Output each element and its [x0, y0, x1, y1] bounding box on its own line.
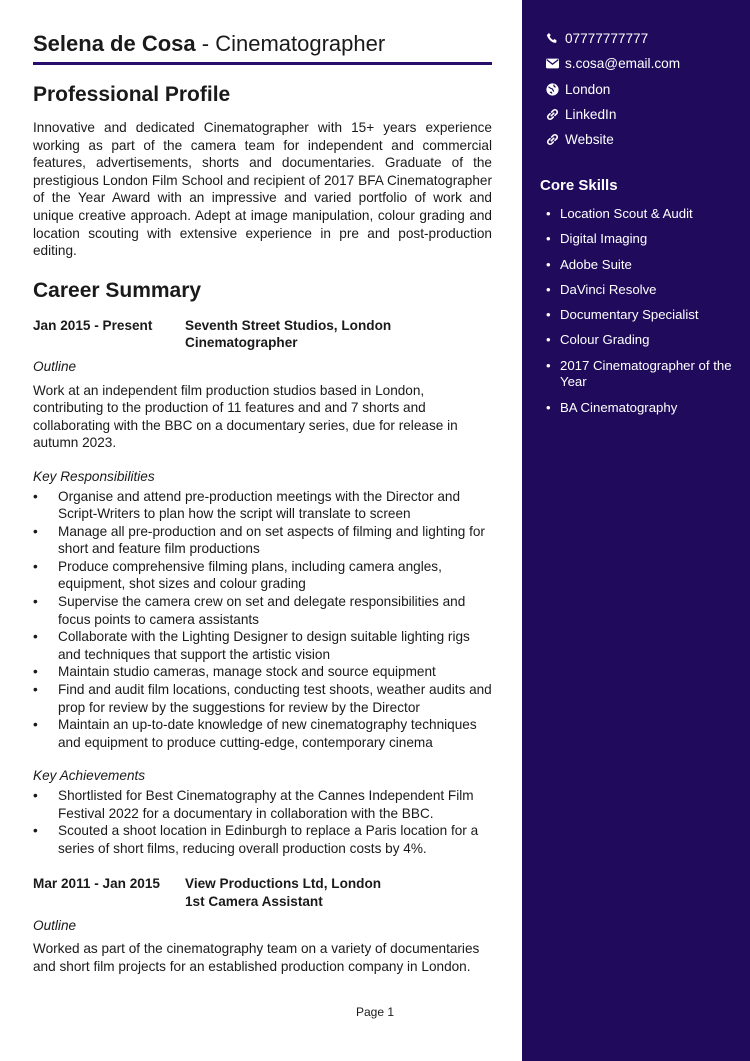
- job-company: View Productions Ltd, London: [185, 876, 382, 892]
- title-separator: -: [195, 31, 216, 56]
- skills-heading: Core Skills: [540, 177, 618, 194]
- contact-email[interactable]: [546, 51, 680, 76]
- profile-text: Innovative and dedicated Cinematographer with 15+ years experience working as part of the camera team for independent and commercial features, advertisements, shorts and documentaries. Graduate of the prestigious London Film School and recipient of 2017 BFA Cinematographer of the Year Award with an impressive and varied portfolio of work and unique creative approach. Adept at image manipulation, colour grading and location scouting with extensive experience in pre and post-production editing.: [33, 120, 492, 259]
- main-column: [33, 30, 492, 975]
- list-item: • Shortlisted for Best Cinematography at the Cannes Independent Film Festival 2022 for a documentary in collaboration with the BBC.: [33, 787, 492, 822]
- job-entry: [33, 317, 492, 858]
- job-company: Seventh Street Studios, London: [185, 317, 392, 333]
- contact-location: [546, 77, 680, 102]
- list-item: • Find and audit film locations, conducting test shoots, weather audits and prop for review by the suggestions for review by the Director: [33, 681, 492, 716]
- skill-item: • Digital Imaging: [546, 231, 742, 248]
- link-icon: [546, 108, 565, 121]
- achievements-list: [33, 787, 492, 857]
- contact-list: [546, 26, 680, 152]
- skill-item: • DaVinci Resolve: [546, 282, 742, 299]
- sidebar: [522, 0, 750, 1061]
- achievements-label: Key Achievements: [33, 768, 146, 784]
- career-heading: Career Summary: [33, 278, 202, 302]
- outline-label: Outline: [33, 917, 77, 933]
- responsibilities-label: Key Responsibilities: [33, 468, 155, 484]
- skill-item: • Location Scout & Audit: [546, 206, 742, 223]
- candidate-name: Selena de Cosa: [33, 31, 196, 56]
- skills-list: [546, 206, 742, 425]
- contact-website-link[interactable]: Website: [565, 132, 614, 148]
- job-dates: Jan 2015 - Present: [33, 317, 153, 333]
- contact-location-text: London: [565, 81, 611, 97]
- skill-item: • Adobe Suite: [546, 257, 742, 274]
- list-item: • Maintain studio cameras, manage stock and source equipment: [33, 663, 492, 681]
- skill-item: • BA Cinematography: [546, 400, 742, 417]
- responsibilities-list: [33, 488, 492, 752]
- globe-icon: [546, 83, 565, 96]
- job-info: [185, 875, 381, 910]
- contact-linkedin[interactable]: [546, 102, 680, 127]
- profile-heading: Professional Profile: [33, 83, 231, 106]
- skill-item: • 2017 Cinematographer of the Year: [546, 358, 742, 391]
- list-item: • Collaborate with the Lighting Designer to design suitable lighting rigs and techniques that support the artistic vision: [33, 628, 492, 663]
- list-item: • Scouted a shoot location in Edinburgh to replace a Paris location for a series of short films, reducing overall production costs by 4%.: [33, 822, 492, 857]
- phone-icon: [546, 32, 565, 45]
- contact-email-text[interactable]: s.cosa@email.com: [565, 56, 681, 72]
- skill-item: • Colour Grading: [546, 332, 742, 349]
- contact-website[interactable]: [546, 127, 680, 152]
- job-outline: Work at an independent film production studios based in London, contributing to the production of 11 features and and 7 shorts and collaborating with the BBC on a documentary series, due for release in autumn 2023.: [33, 382, 458, 451]
- page-title: [33, 30, 492, 58]
- list-item: • Manage all pre-production and on set aspects of filming and lighting for short and feature film productions: [33, 523, 492, 558]
- job-title: Cinematographer: [185, 335, 298, 351]
- envelope-icon: [546, 58, 565, 69]
- job-info: [185, 317, 391, 352]
- job-dates: Mar 2011 - Jan 2015: [33, 876, 160, 892]
- list-item: • Organise and attend pre-production meetings with the Director and Script-Writers to plan how the script will translate to screen: [33, 488, 492, 523]
- skill-item: • Documentary Specialist: [546, 307, 742, 324]
- candidate-role: Cinematographer: [215, 31, 386, 56]
- page-number: Page 1: [355, 1005, 395, 1019]
- header-divider: [33, 62, 492, 65]
- contact-phone: [546, 26, 680, 51]
- contact-linkedin-link[interactable]: LinkedIn: [565, 107, 617, 123]
- job-outline: Worked as part of the cinematography team on a variety of documentaries and short film projects for an established production company in London.: [33, 941, 480, 974]
- job-entry: [33, 875, 492, 975]
- job-header: [33, 317, 492, 352]
- outline-label: Outline: [33, 358, 77, 374]
- link-icon: [546, 133, 565, 146]
- job-title: 1st Camera Assistant: [185, 893, 323, 909]
- list-item: • Produce comprehensive filming plans, including camera angles, equipment, shot sizes and colour grading: [33, 558, 492, 593]
- list-item: • Supervise the camera crew on set and delegate responsibilities and focus points to camera assistants: [33, 593, 492, 628]
- list-item: • Maintain an up-to-date knowledge of new cinematography techniques and equipment to produce cutting-edge, contemporary cinema: [33, 716, 492, 751]
- job-header: [33, 875, 492, 910]
- contact-phone-text: 07777777777: [565, 31, 649, 47]
